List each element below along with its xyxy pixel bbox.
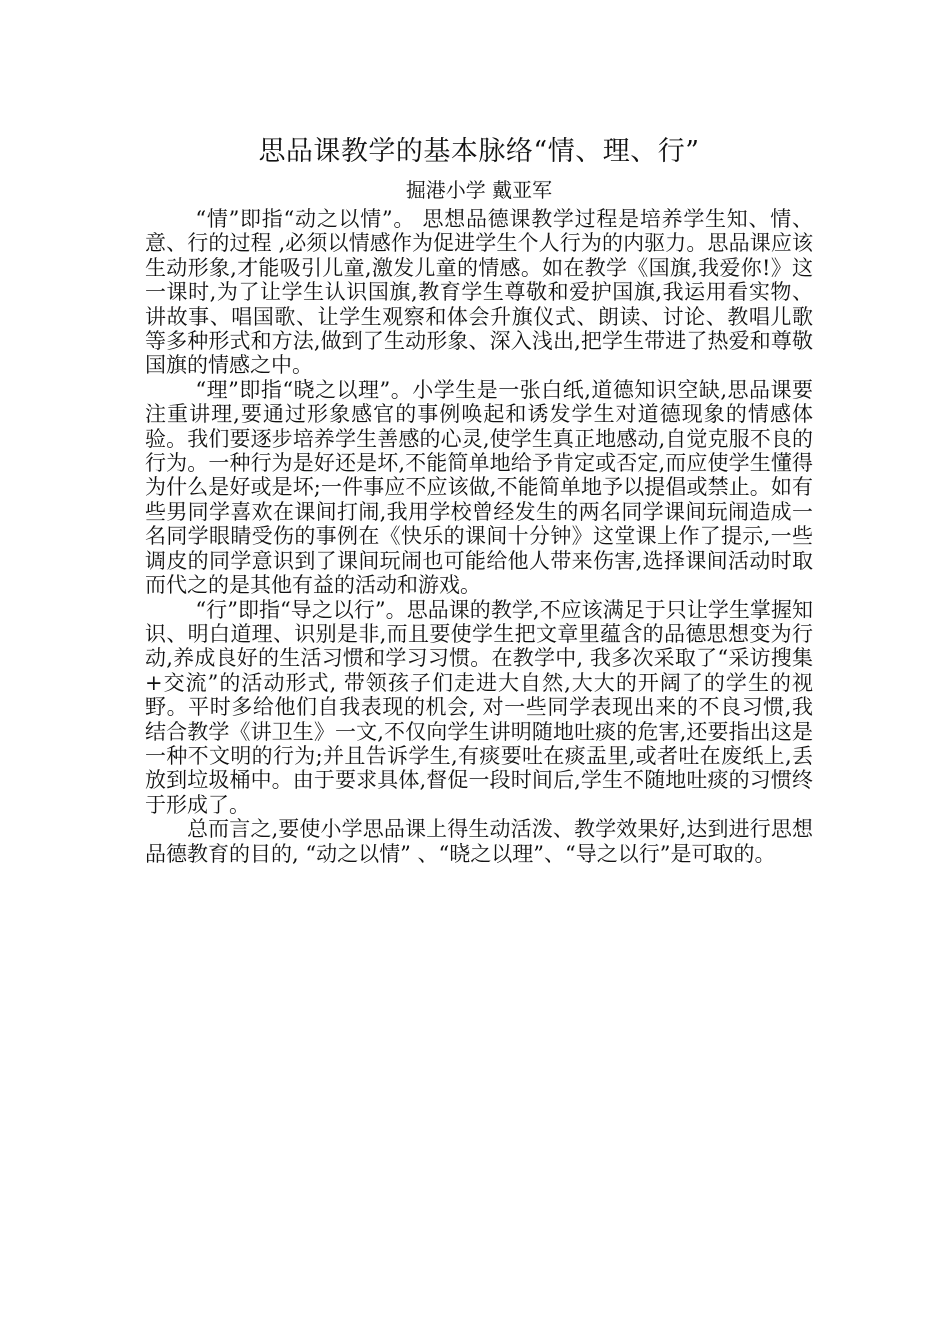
paragraph-li: “理”即指“晓之以理”。小学生是一张白纸,道德知识空缺,思品课要注重讲理,要通过形象感官的事例唤起和诱发学生对道德现象的情感体验。我们要逐步培养学生善感的心灵,使学生真正地感动,自觉克服不良的行为。一种行为是好还是坏,不能简单地给予肯定或否定,而应使学生懂得为什么是好或是坏;一件事应不应该做,不能简单地予以提倡或禁止。如有些男同学喜欢在课间打闹,我用学校曾经发生的两名同学课间玩闹造成一名同学眼睛受伤的事例在《快乐的课间十分钟》这堂课上作了提示,一些调皮的同学意识到了课间玩闹也可能给他人带来伤害,选择课间活动时取而代之的是其他有益的活动和游戏。 (145, 377, 813, 598)
paragraph-xing: “行”即指“导之以行”。思品课的教学,不应该满足于只让学生掌握知识、明白道理、识别是非,而且要使学生把文章里蕴含的品德思想变为行动,养成良好的生活习惯和学习习惯。在教学中, 我多次采取了“采访搜集+交流”的活动形式, 带领孩子们走进大自然,大大的开阔了的学生的视野。平时多给他们自我表现的机会, 对一些同学表现出来的不良习惯,我结合教学《讲卫生》一文,不仅向学生讲明随地吐痰的危害,还要指出这是一种不文明的行为;并且告诉学生,有痰要吐在痰盂里,或者吐在废纸上,丢放到垃圾桶中。由于要求具体,督促一段时间后,学生不随地吐痰的习惯终于形成了。 (145, 597, 813, 817)
paragraph-qing: “情”即指“动之以情”。 思想品德课教学过程是培养学生知、情、意、行的过程 ,必须以情感作为促进学生个人行为的内驱力。思品课应该生动形象,才能吸引儿童,激发儿童的情感。如在教学《国旗,我爱你!》这一课时,为了让学生认识国旗,教育学生尊敬和爱护国旗,我运用看实物、讲故事、唱国歌、让学生观察和体会升旗仪式、朗读、讨论、教唱儿歌等多种形式和方法,做到了生动形象、深入浅出,把学生带进了热爱和尊敬国旗的情感之中。 (145, 207, 813, 378)
document-title: 思品课教学的基本脉络“情、理、行” (258, 136, 700, 167)
document-author: 掘港小学 戴亚军 (405, 178, 553, 202)
document-body (145, 127, 813, 866)
paragraph-conclusion: 总而言之,要使小学思品课上得生动活泼、教学效果好,达到进行思想品德教育的目的, “动之以情” 、“晓之以理”、“导之以行”是可取的。 (145, 817, 813, 866)
